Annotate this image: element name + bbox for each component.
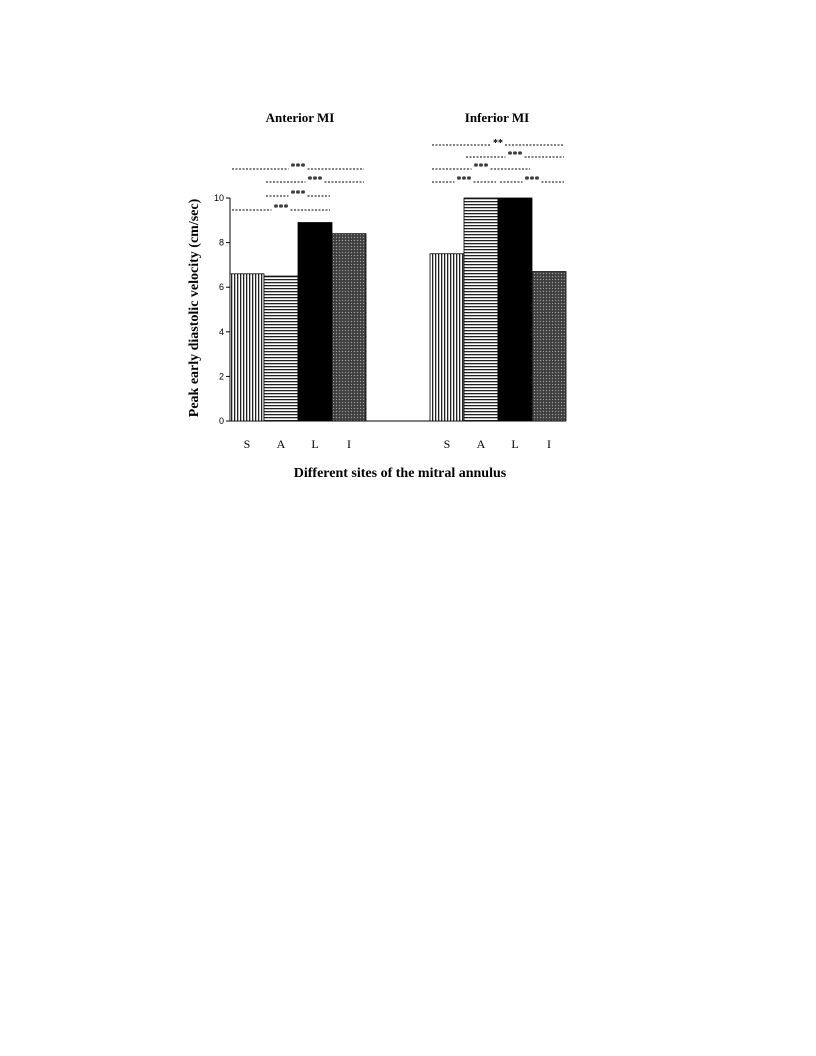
chart-bars bbox=[230, 198, 566, 421]
category-label-anterior-mi-i: I bbox=[347, 437, 351, 451]
bar-inferior-mi-i bbox=[532, 272, 566, 421]
bar-anterior-mi-i bbox=[332, 234, 366, 421]
significance-label: *** bbox=[290, 189, 306, 200]
significance-label: *** bbox=[507, 150, 523, 161]
y-tick-label: 6 bbox=[218, 282, 224, 293]
category-label-inferior-mi-a: A bbox=[476, 437, 486, 451]
significance-label: *** bbox=[273, 203, 289, 214]
category-labels bbox=[244, 437, 551, 451]
bar-anterior-mi-a bbox=[264, 276, 298, 421]
y-tick-label: 2 bbox=[218, 371, 224, 382]
category-label-anterior-mi-a: A bbox=[276, 437, 286, 451]
y-tick-label: 4 bbox=[218, 326, 224, 337]
y-tick-label: 8 bbox=[218, 237, 224, 248]
bar-inferior-mi-a bbox=[464, 198, 498, 421]
group-title-anterior-mi: Anterior MI bbox=[265, 110, 335, 125]
significance-label: *** bbox=[473, 162, 489, 173]
significance-label: *** bbox=[524, 175, 540, 186]
significance-label: *** bbox=[456, 175, 472, 186]
bar-anterior-mi-l bbox=[298, 223, 332, 421]
x-axis-title: Different sites of the mitral annulus bbox=[293, 466, 507, 481]
group-title-inferior-mi: Inferior MI bbox=[464, 110, 530, 125]
significance-label: *** bbox=[307, 175, 323, 186]
y-axis-title: Peak early diastolic velocity (cm/sec) bbox=[187, 198, 202, 418]
category-label-anterior-mi-l: L bbox=[311, 437, 319, 451]
category-label-anterior-mi-s: S bbox=[243, 437, 251, 451]
category-label-inferior-mi-i: I bbox=[547, 437, 551, 451]
y-axis-ticks bbox=[214, 193, 230, 426]
bar-inferior-mi-l bbox=[498, 198, 532, 421]
significance-label: ** bbox=[493, 138, 503, 149]
bar-inferior-mi-s bbox=[430, 254, 464, 421]
category-label-inferior-mi-s: S bbox=[443, 437, 451, 451]
y-tick-label: 0 bbox=[218, 416, 224, 426]
bar-anterior-mi-s bbox=[230, 274, 264, 421]
significance-label: *** bbox=[290, 162, 306, 173]
category-label-inferior-mi-l: L bbox=[511, 437, 519, 451]
y-tick-label: 10 bbox=[213, 193, 224, 203]
